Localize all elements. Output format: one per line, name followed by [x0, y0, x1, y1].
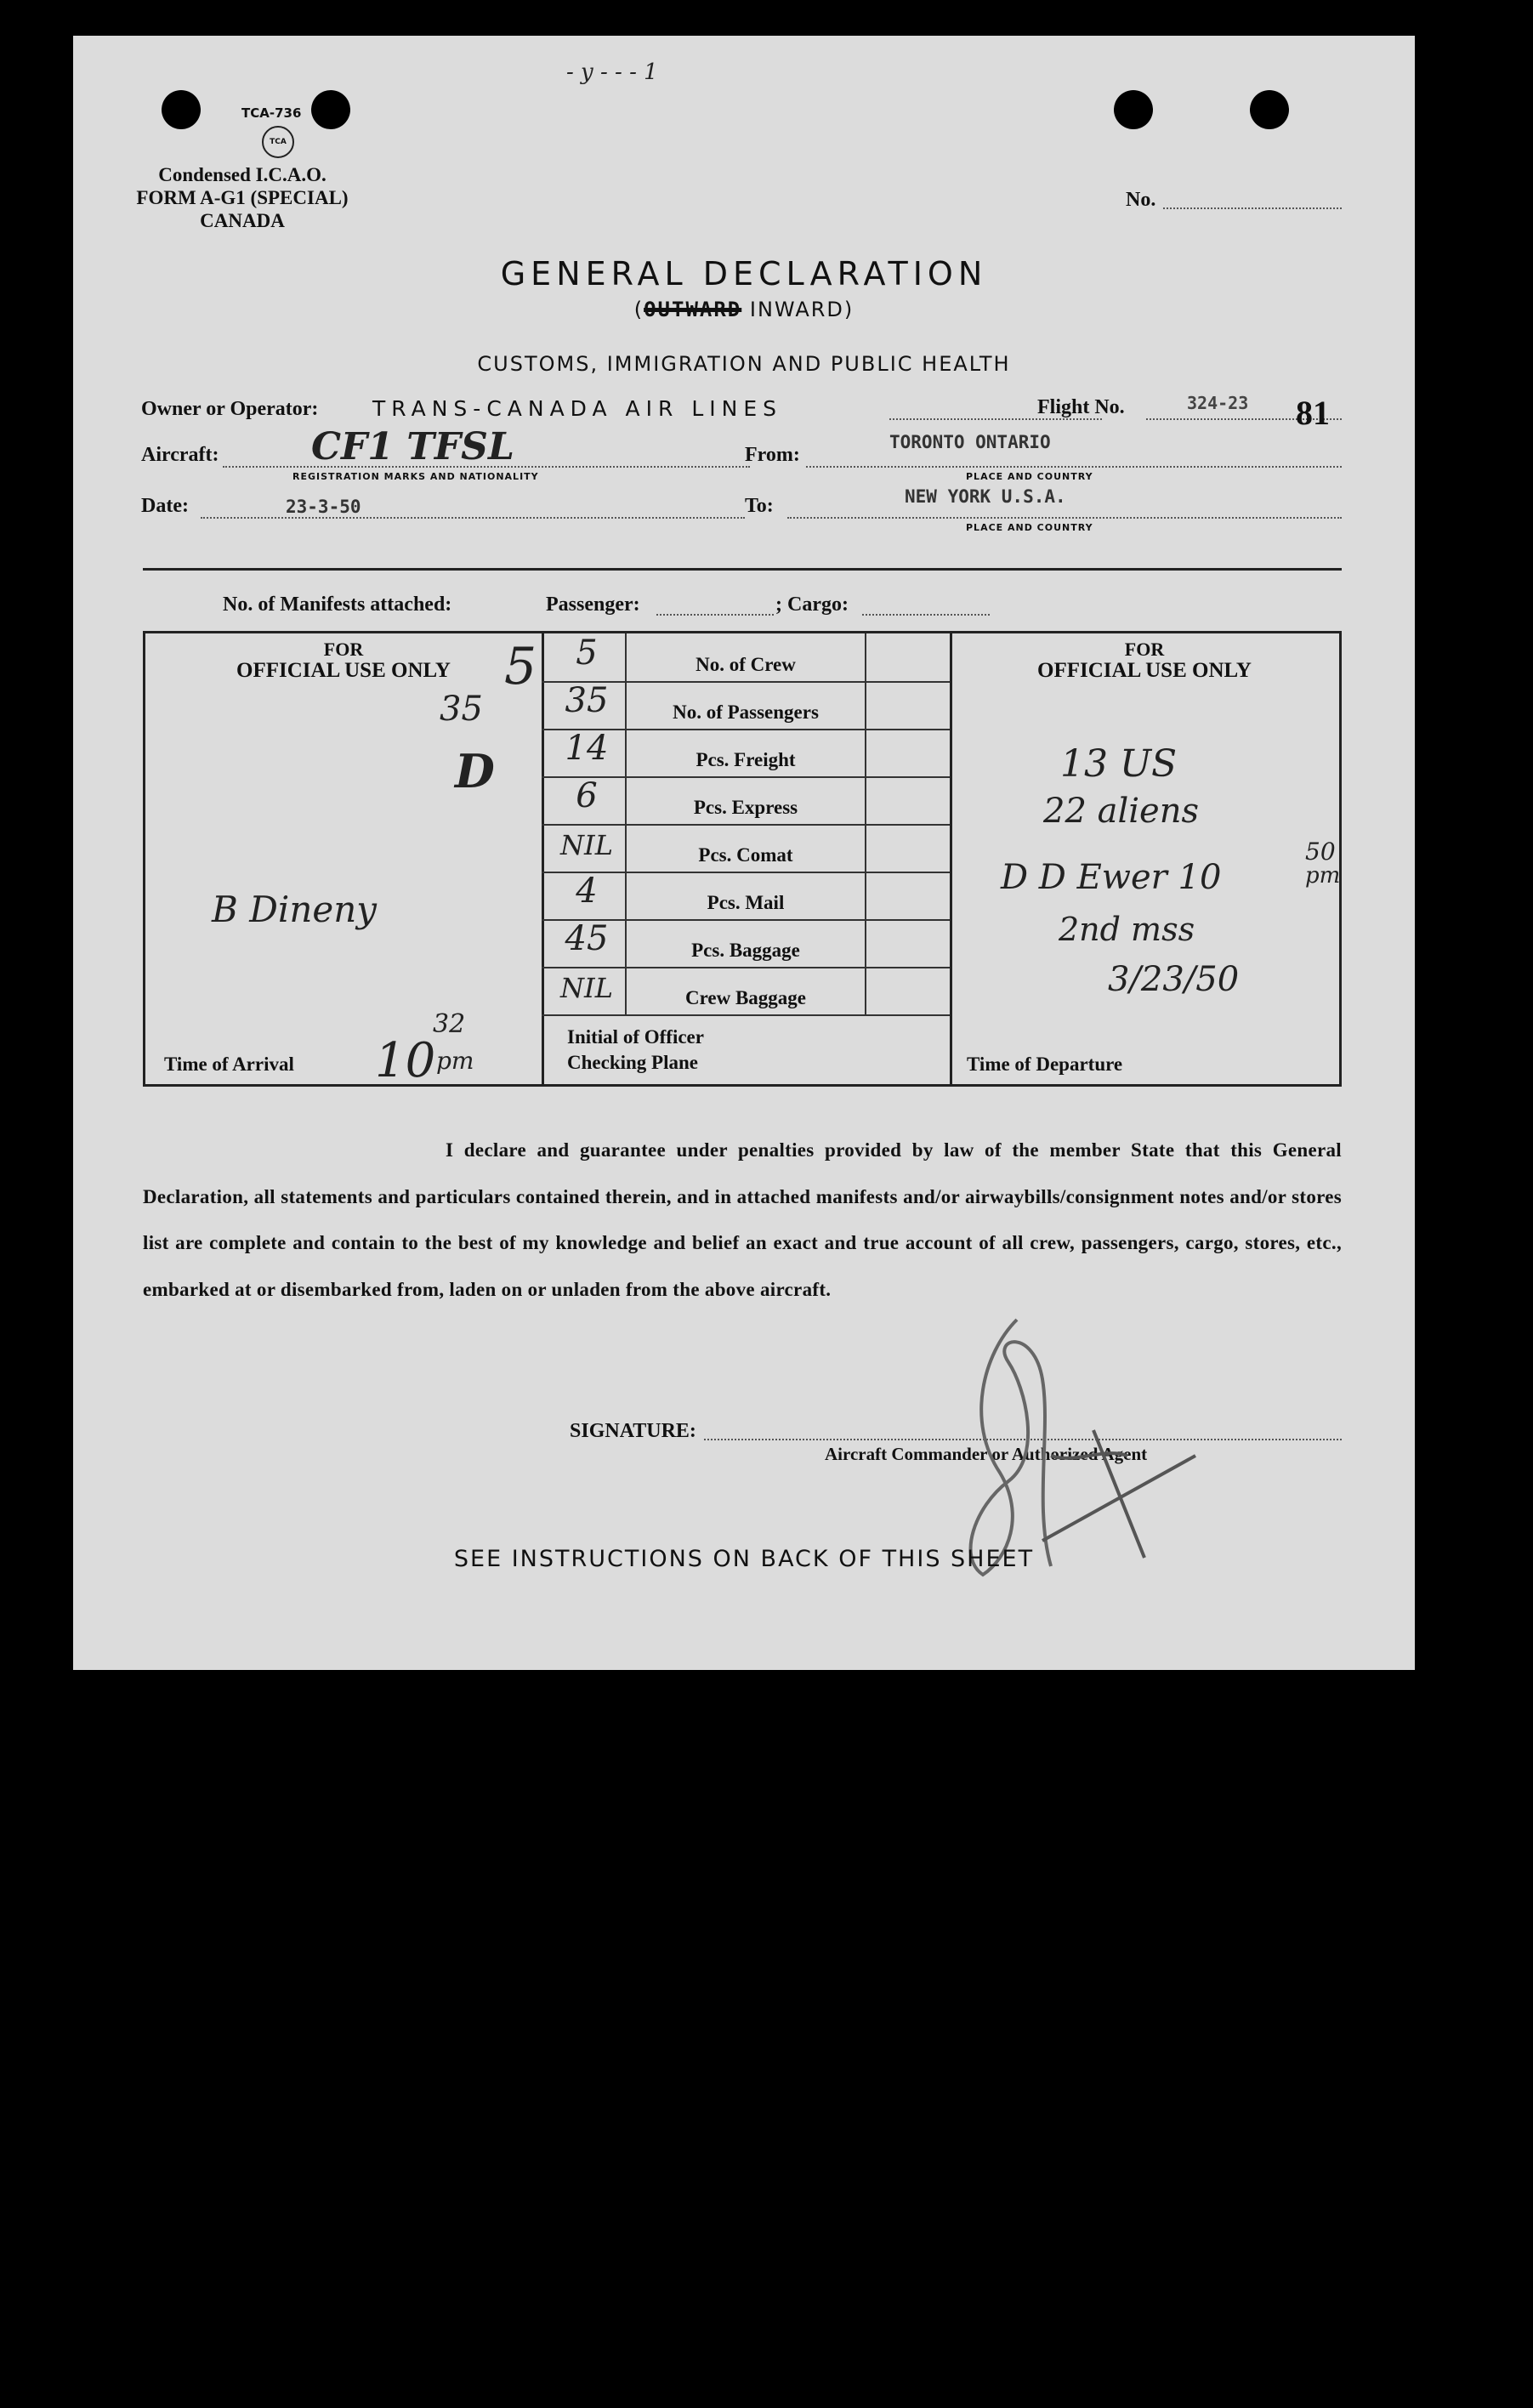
crew-baggage-label: Crew Baggage	[684, 987, 807, 1008]
manifests-label: No. of Manifests attached:	[223, 593, 452, 616]
form-code: TCA-736	[241, 105, 302, 121]
left-handwritten-35: 35	[440, 690, 483, 729]
number-field	[1163, 207, 1342, 209]
punch-hole	[1250, 90, 1289, 129]
to-field-line	[787, 517, 1342, 519]
page-title: GENERAL DECLARATION	[500, 255, 988, 292]
manifests-passenger-label: Passenger:	[546, 593, 640, 616]
table-row	[542, 729, 950, 778]
direction-line	[73, 298, 1415, 321]
table-row	[542, 633, 950, 683]
from-label: From:	[745, 444, 800, 466]
page-subtitle: CUSTOMS, IMMIGRATION AND PUBLIC HEALTH	[477, 352, 1011, 376]
direction-inward: INWARD)	[749, 298, 855, 321]
struck-outward: OUTWARD	[644, 298, 742, 321]
crew-baggage-value: NIL	[560, 972, 613, 1004]
baggage-label: Pcs. Baggage	[691, 940, 800, 961]
from-value: TORONTO ONTARIO	[889, 432, 1051, 452]
footer-instructions: SEE INSTRUCTIONS ON BACK OF THIS SHEET	[453, 1546, 1035, 1572]
left-header-official: OFFICIAL USE ONLY	[236, 659, 451, 682]
flight-value: 324-23	[1187, 393, 1249, 413]
right-note-us: 13 US	[1060, 742, 1178, 786]
right-header-for: FOR	[1124, 639, 1165, 660]
officer-signature: B Dineny	[212, 889, 378, 930]
punch-hole	[311, 90, 350, 129]
direction-open-paren: (	[633, 298, 644, 321]
initial-label-line-2: Checking Plane	[567, 1052, 698, 1073]
counts-column	[542, 633, 952, 1084]
right-note-mss: 2nd mss	[1059, 911, 1195, 948]
from-caption: PLACE AND COUNTRY	[966, 471, 1093, 482]
right-official-column	[950, 633, 1339, 1084]
from-field-line	[806, 466, 1342, 468]
freight-label: Pcs. Freight	[696, 749, 796, 770]
express-label: Pcs. Express	[693, 797, 798, 818]
left-header-for: FOR	[323, 639, 364, 660]
to-value: NEW YORK U.S.A.	[905, 486, 1066, 507]
initial-label-line-1: Initial of Officer	[567, 1026, 704, 1048]
express-value: 6	[576, 776, 598, 815]
aircraft-value: CF1 TFSL	[311, 425, 514, 469]
right-note-officer: D D Ewer 10	[1001, 858, 1222, 897]
manifests-cargo-field	[862, 614, 990, 616]
right-note-minutes: 50	[1305, 838, 1336, 866]
table-row	[542, 967, 950, 1016]
official-use-table	[143, 631, 1342, 1087]
header-divider	[143, 568, 1342, 571]
right-note-date: 3/23/50	[1108, 960, 1240, 999]
aircraft-caption: REGISTRATION MARKS AND NATIONALITY	[292, 471, 539, 482]
right-header-official: OFFICIAL USE ONLY	[1037, 659, 1252, 682]
date-value: 23-3-50	[286, 497, 361, 517]
aircraft-label: Aircraft:	[141, 444, 219, 466]
right-note-aliens: 22 aliens	[1043, 792, 1200, 831]
left-handwritten-d: D	[455, 744, 495, 798]
number-label: No.	[1126, 189, 1156, 211]
owner-value: TRANS-CANADA AIR LINES	[372, 396, 783, 421]
date-label: Date:	[141, 495, 189, 517]
crew-value: 5	[576, 633, 598, 673]
arrival-handwritten-minutes: 32	[433, 1009, 466, 1039]
flight-label: Flight No.	[1037, 396, 1125, 418]
form-sheet	[73, 36, 1415, 1670]
passengers-label: No. of Passengers	[673, 701, 819, 723]
form-line-3: CANADA	[200, 210, 285, 231]
signature-label: SIGNATURE:	[570, 1420, 696, 1442]
date-field-line	[201, 517, 745, 519]
table-row	[542, 919, 950, 968]
crew-label: No. of Crew	[696, 654, 796, 675]
table-row	[542, 872, 950, 921]
left-official-column	[145, 633, 544, 1088]
flight-handwritten-number: 81	[1296, 394, 1330, 432]
punch-hole	[162, 90, 201, 129]
aircraft-field-line	[223, 466, 750, 468]
form-line-2: FORM A-G1 (SPECIAL)	[136, 187, 349, 208]
arrival-handwritten-pm: pm	[436, 1047, 474, 1075]
owner-label: Owner or Operator:	[141, 398, 319, 420]
freight-value: 14	[565, 729, 609, 768]
departure-label: Time of Departure	[967, 1054, 1123, 1075]
manifests-cargo-label: ; Cargo:	[775, 593, 849, 616]
form-identifier	[128, 163, 357, 232]
comat-label: Pcs. Comat	[698, 844, 793, 866]
table-row	[542, 681, 950, 730]
table-row	[542, 776, 950, 826]
arrival-label: Time of Arrival	[164, 1054, 294, 1075]
to-caption: PLACE AND COUNTRY	[966, 522, 1093, 533]
comat-value: NIL	[560, 829, 613, 861]
right-note-pm: pm	[1305, 863, 1341, 889]
mail-value: 4	[576, 872, 598, 911]
form-line-1: Condensed I.C.A.O.	[158, 164, 326, 185]
arrival-handwritten-hour: 10	[375, 1033, 436, 1088]
manifests-passenger-field	[656, 614, 774, 616]
declaration-text: I declare and guarantee under penalties provided by law of the member State that this General Declaration, all statements and particulars contained therein, and in attached manifests and/or airwaybills/consignment notes and/or stores list are complete and contain to the best of my knowledge and belief an exact and true account of all crew, passengers, cargo, stores, etc., embarked at or disembarked from, laden on or unladen from the above aircraft.	[143, 1139, 1342, 1300]
table-row	[542, 824, 950, 873]
mail-label: Pcs. Mail	[707, 892, 785, 913]
baggage-value: 45	[565, 919, 609, 958]
punch-hole	[1114, 90, 1153, 129]
top-scribble: - y - - - 1	[566, 60, 658, 85]
to-label: To:	[745, 495, 774, 517]
stamp-logo: TCA	[262, 126, 294, 158]
signature-caption: Aircraft Commander or Authorized Agent	[825, 1444, 1148, 1464]
passengers-value: 35	[565, 681, 609, 720]
initial-of-officer-label	[567, 1025, 704, 1076]
left-handwritten-5: 5	[504, 637, 537, 696]
